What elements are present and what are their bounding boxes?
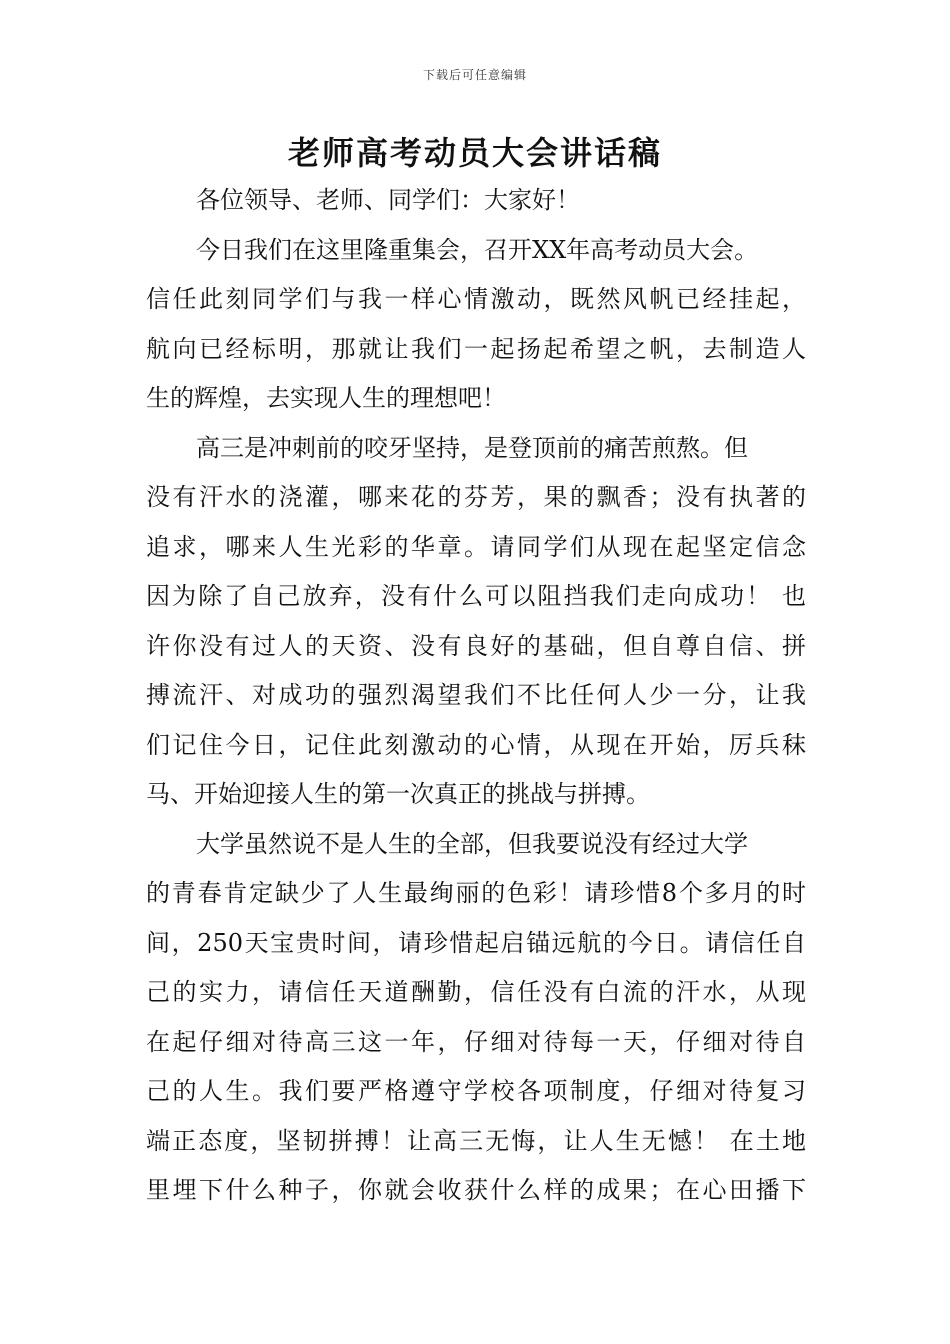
download-note: 下载后可任意编辑 bbox=[422, 68, 527, 82]
document-body bbox=[146, 176, 806, 1216]
paragraph-line: 的青春肯定缺少了人生最绚丽的色彩！请珍惜8个多月的时 bbox=[146, 879, 806, 907]
paragraph-line: 己的人生。我们要严格遵守学校各项制度，仔细对待复习 bbox=[146, 1077, 806, 1105]
paragraph-line: 因为除了自己放弃，没有什么可以阻挡我们走向成功！ 也 bbox=[146, 582, 806, 610]
paragraph-line: 间，250天宝贵时间，请珍惜起启锚远航的今日。请信任自 bbox=[146, 928, 806, 957]
document-title: 老师高考动员大会讲话稿 bbox=[287, 134, 662, 172]
salutation-line: 各位领导、老师、同学们：大家好！ bbox=[196, 186, 580, 214]
paragraph-line: 今日我们在这里隆重集会，召开XX年高考动员大会。 bbox=[196, 235, 759, 264]
paragraph-line: 马、开始迎接人生的第一次真正的挑战与拼搏。 bbox=[146, 780, 650, 808]
paragraph-line: 大学虽然说不是人生的全部，但我要说没有经过大学 bbox=[196, 829, 748, 858]
paragraph-line: 搏流汗、对成功的强烈渴望我们不比任何人少一分，让我 bbox=[146, 681, 806, 709]
paragraph-line: 高三是冲刺前的咬牙坚持，是登顶前的痛苦煎熬。但 bbox=[196, 433, 748, 462]
paragraph-line: 在起仔细对待高三这一年，仔细对待每一天，仔细对待自 bbox=[146, 1027, 806, 1056]
paragraph-line: 们记住今日，记住此刻激动的心情，从现在开始，厉兵秣 bbox=[146, 730, 806, 759]
paragraph-line: 追求，哪来人生光彩的华章。请同学们从现在起坚定信念 bbox=[146, 532, 806, 561]
paragraph-line: 生的辉煌，去实现人生的理想吧！ bbox=[146, 384, 506, 412]
paragraph-line: 己的实力，请信任天道酬勤，信任没有白流的汗水，从现 bbox=[146, 978, 806, 1006]
paragraph-line: 许你没有过人的天资、没有良好的基础，但自尊自信、拼 bbox=[146, 631, 806, 660]
paragraph-line: 没有汗水的浇灌，哪来花的芬芳，果的飘香；没有执著的 bbox=[146, 483, 806, 511]
paragraph-line: 航向已经标明，那就让我们一起扬起希望之帆，去制造人 bbox=[146, 334, 806, 363]
paragraph-line: 信任此刻同学们与我一样心情激动，既然风帆已经挂起， bbox=[146, 285, 806, 313]
paragraph-line: 端正态度，坚韧拼搏！让高三无悔，让人生无憾！ 在土地 bbox=[146, 1126, 806, 1155]
paragraph-line: 里埋下什么种子，你就会收获什么样的成果；在心田播下 bbox=[146, 1176, 806, 1204]
